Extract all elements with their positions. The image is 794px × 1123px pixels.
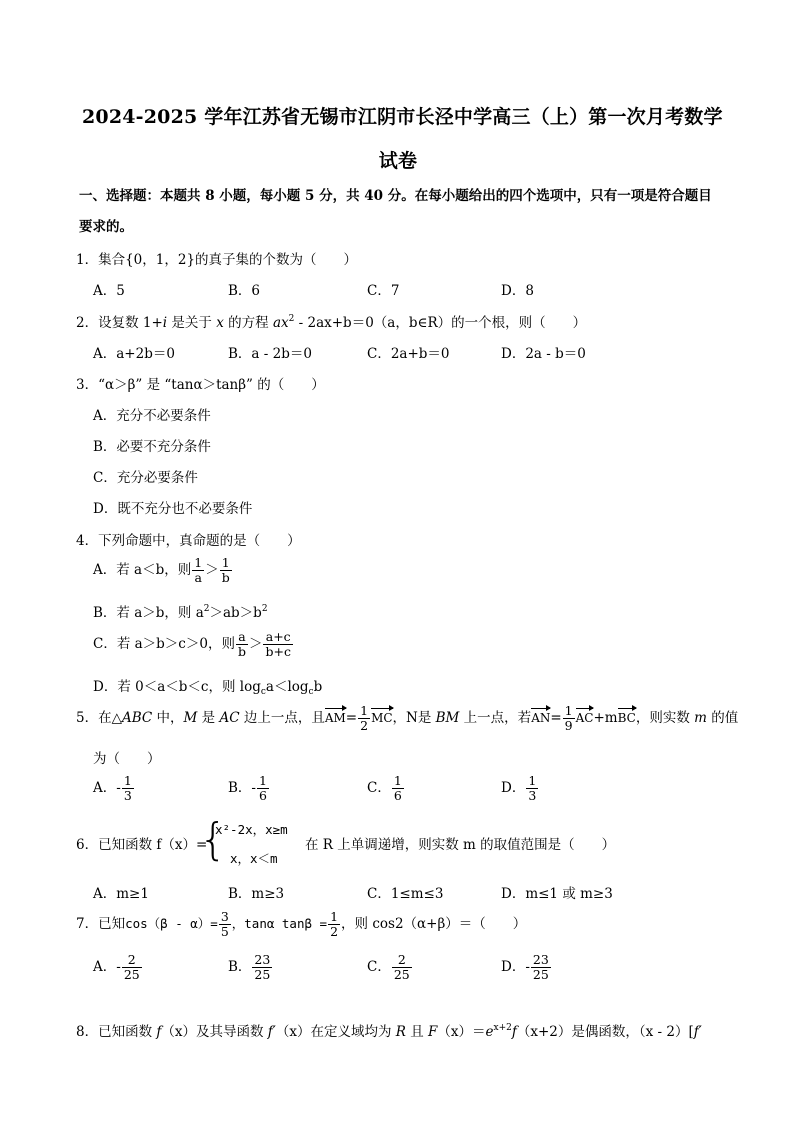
q7-option-a: A．- $\frac{2}{25}$ bbox=[93, 952, 140, 982]
q5-option-b: B．- $\frac{1}{6}$ bbox=[228, 773, 267, 803]
q7-option-b: B． $\frac{23}{25}$ bbox=[228, 952, 271, 982]
question-1 bbox=[76, 248, 357, 268]
q4-option-c: C．若 a＞b＞c＞0，则 $\frac{a}{b}$ ＞ $\frac{a+c}{b+c}$ bbox=[93, 629, 291, 659]
vector-am: AM bbox=[324, 711, 346, 725]
q6-option-c: C．1≤m≤3 bbox=[367, 886, 444, 902]
question-8: 8．已知函数 f（x）及其导函数 f′（x）在定义域均为 R 且 $F(x)=e^{x+2}f(x+2)$是偶函数，（x - 2）[f′ bbox=[76, 1023, 702, 1040]
question-stem: 集合{0，1，2}的真子集的个数为（ ） bbox=[98, 252, 358, 268]
question-6: 6．已知函数 f（x）= bbox=[76, 837, 208, 853]
piecewise-case-1: x²-2x，x≥m bbox=[215, 822, 288, 837]
piecewise-case-2: x，x＜m bbox=[230, 851, 278, 866]
q2-option-c: C．2a+b＝0 bbox=[367, 346, 450, 362]
q1-option-c: C．7 bbox=[367, 283, 400, 299]
q5-option-d: D． $\frac{1}{3}$ bbox=[501, 773, 537, 803]
q6-option-b: B．m≥3 bbox=[228, 886, 285, 902]
q1-option-d: D．8 bbox=[501, 283, 534, 299]
q2-option-d: D．2a - b＝0 bbox=[501, 346, 586, 362]
q1-option-b: B．6 bbox=[228, 283, 261, 299]
piecewise-brace: { bbox=[199, 814, 227, 865]
question-5: 5．在△ABC 中，M 是 AC 边上一点，且AM= $\frac{1}{2}$ MC，N是 BM 上一点，若AN= $\frac{1}{9}$ AC+mBC，则实数 m 的值 bbox=[76, 703, 739, 733]
q4-option-b: B．若 a＞b，则 $a^2>ab>b^2$ bbox=[93, 604, 268, 621]
q6-option-d: D．m≤1 或 m≥3 bbox=[501, 886, 613, 902]
exam-title-line-1: 2024-2025 学年江苏省无锡市江阴市长泾中学高三（上）第一次月考数学 bbox=[82, 106, 723, 128]
q5-option-c: C． $\frac{1}{6}$ bbox=[367, 773, 402, 803]
vector-bc: BC bbox=[617, 711, 636, 725]
vector-an: AN bbox=[531, 711, 551, 725]
q6-option-a: A．m≥1 bbox=[93, 886, 149, 902]
q4-option-d: D．若 0＜a＜b＜c，则 $\log_ca<\log_cb$ bbox=[93, 679, 323, 697]
section-heading: 一、选择题：本题共 8 小题，每小题 5 分，共 40 分。在每小题给出的四个选项中，只有一项是符合题目 bbox=[79, 188, 712, 204]
question-2: 2．设复数 1+i 是关于 x 的方程 $ax^2 - 2ax+b=0(a$，b∈R）的一个根，则（ ） bbox=[76, 314, 587, 331]
q2-option-b: B．a - 2b＝0 bbox=[228, 346, 312, 362]
q3-option-b: B．必要不充分条件 bbox=[93, 439, 211, 455]
question-5-cont: 为（ ） bbox=[93, 751, 161, 767]
q1-option-a: A．5 bbox=[93, 283, 125, 299]
q3-option-a: A．充分不必要条件 bbox=[93, 408, 211, 424]
q7-option-d: D．- $\frac{23}{25}$ bbox=[501, 952, 549, 982]
q3-option-d: D．既不充分也不必要条件 bbox=[93, 501, 253, 517]
question-7: 7．已知cos（β - α）= $\frac{3}{5}$ ，tanα tanβ = $\frac{1}{2}$ ，则 cos2（α+β）＝（ ） bbox=[76, 909, 527, 939]
q3-option-c: C．充分必要条件 bbox=[93, 470, 198, 486]
q5-option-a: A．- $\frac{1}{3}$ bbox=[93, 773, 132, 803]
question-3: 3．“α＞β” 是 “tanα＞tanβ” 的（ ） bbox=[76, 377, 325, 393]
question-6-cont: 在 R 上单调递增，则实数 m 的取值范围是（ ） bbox=[305, 837, 616, 853]
exam-title-line-2: 试卷 bbox=[378, 150, 418, 172]
question-4: 4．下列命题中，真命题的是（ ） bbox=[76, 533, 301, 549]
section-heading-cont: 要求的。 bbox=[79, 219, 133, 235]
q4-option-a: A．若 a＜b，则 $\frac{1}{a}$ ＞ $\frac{1}{b}$ bbox=[93, 555, 230, 585]
question-number: 1． bbox=[76, 252, 99, 268]
q7-option-c: C． $\frac{2}{25}$ bbox=[367, 952, 410, 982]
vector-mc: MC bbox=[371, 711, 393, 725]
q2-option-a: A．a+2b＝0 bbox=[93, 346, 175, 362]
vector-ac: AC bbox=[575, 711, 594, 725]
